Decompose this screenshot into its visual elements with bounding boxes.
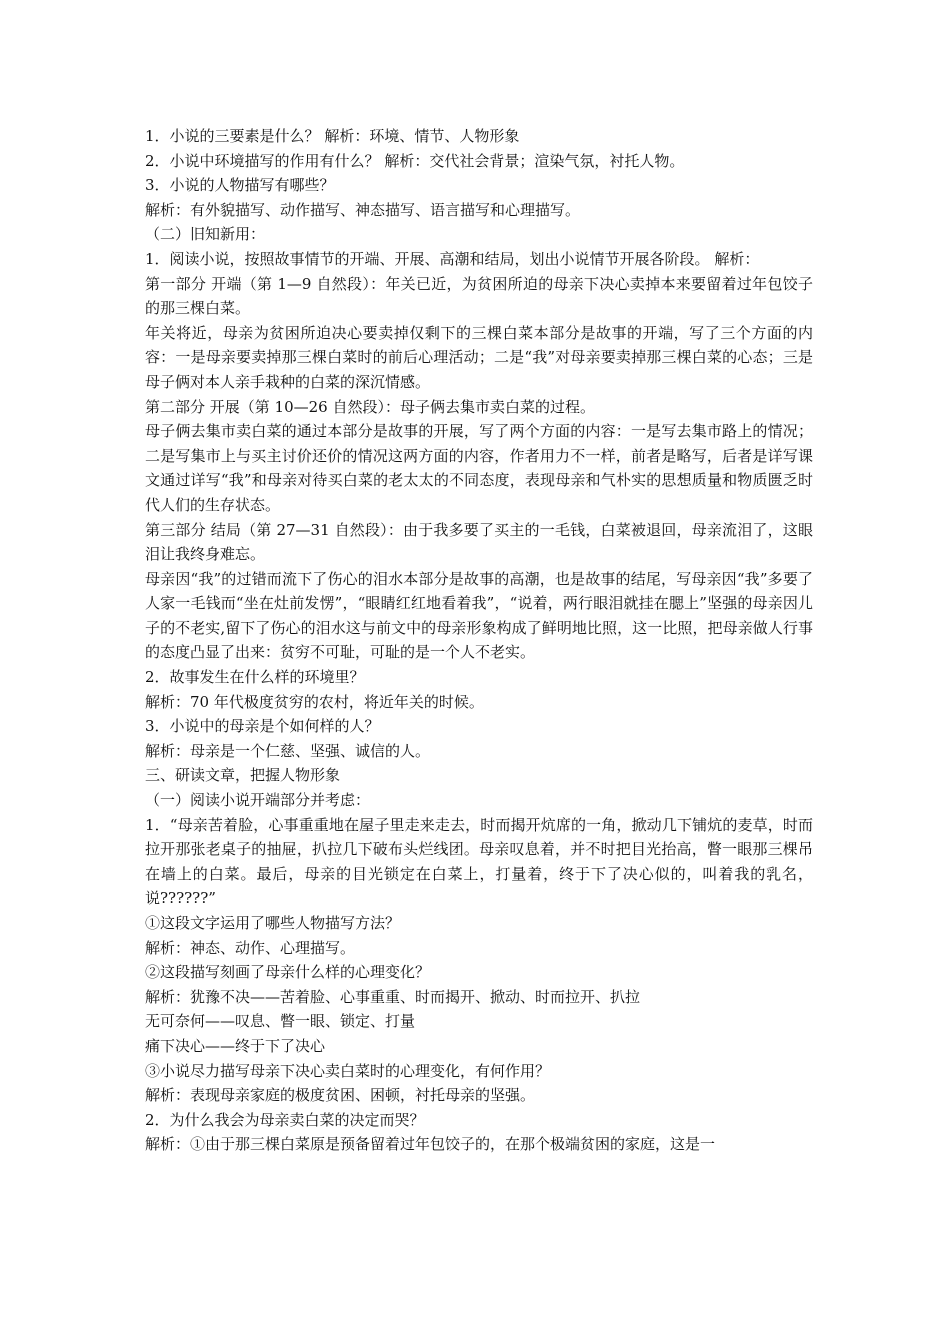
paragraph: 解析：表现母亲家庭的极度贫困、困顿，衬托母亲的坚强。: [145, 1086, 536, 1105]
paragraph: 第三部分 结局（第 27—31 自然段）：由于我多要了买主的一毛钱，白菜被退回，母亲流泪了，这眼泪让我终身难忘。: [145, 520, 813, 564]
paragraph: 第二部分 开展（第 10—26 自然段）：母子俩去集市卖白菜的过程。: [145, 397, 595, 416]
paragraph: ②这段描写刻画了母亲什么样的心理变化？: [145, 963, 431, 982]
paragraph: 2．为什么我会为母亲卖白菜的决定而哭？: [145, 1110, 425, 1129]
paragraph: 解析：70 年代极度贫穷的农村，将近年关的时候。: [145, 692, 484, 711]
paragraph: 三、研读文章，把握人物形象: [145, 766, 341, 785]
paragraph: 1．小说的三要素是什么？ 解析：环境、情节、人物形象: [145, 127, 520, 145]
paragraph: （一）阅读小说开端部分并考虑：: [145, 791, 371, 810]
paragraph: 1．阅读小说，按照故事情节的开端、开展、高潮和结局，划出小说情节开展各阶段。 解析：: [145, 249, 760, 268]
paragraph: 解析：有外貌描写、动作描写、神态描写、语言描写和心理描写。: [145, 200, 581, 219]
paragraph: 母亲因“我”的过错而流下了伤心的泪水本部分是故事的高潮，也是故事的结尾，写母亲因“我”多要了人家一毛钱而“坐在灶前发愣”，“眼睛红红地看着我”，“说着，两行眼泪就挂在腮上”坚强的母亲因儿子的不老实,留下了伤心的泪水这与前文中的母亲形象构成了鲜明地比照，这一比照，把母亲做人行事的态度凸显了出来：贫穷不可耻，可耻的是一个人不老实。: [145, 569, 813, 662]
paragraph: 无可奈何——叹息、瞥一眼、锁定、打量: [145, 1012, 416, 1031]
paragraph: ①这段文字运用了哪些人物描写方法？: [145, 914, 401, 932]
paragraph: 第一部分 开端（第 1—9 自然段）：年关已近，为贫困所迫的母亲下决心卖掉本来要留着过年包饺子的那三棵白菜。: [145, 274, 813, 318]
paragraph: ③小说尽力描写母亲下决心卖白菜时的心理变化，有何作用？: [145, 1061, 551, 1080]
paragraph: 解析：①由于那三棵白菜原是预备留着过年包饺子的，在那个极端贫困的家庭，这是一: [145, 1135, 716, 1154]
paragraph: 1．“母亲苦着脸，心事重重地在屋子里走来走去，时而揭开炕席的一角，掀动几下铺炕的麦草，时而拉开那张老桌子的抽屉，扒拉几下破布头烂线团。母亲叹息着，并不时把目光抬高，瞥一眼那三棵吊在墙上的白菜。最后，母亲的目光锁定在白菜上，打量着，终于下了决心似的，叫着我的乳名，说??????”: [145, 815, 813, 908]
paragraph: 解析：犹豫不决——苦着脸、心事重重、时而揭开、掀动、时而拉开、扒拉: [145, 987, 641, 1006]
paragraph: 年关将近，母亲为贫困所迫决心要卖掉仅剩下的三棵白菜本部分是故事的开端，写了三个方面的内容：一是母亲要卖掉那三棵白菜时的前后心理活动；二是“我”对母亲要卖掉那三棵白菜的心态；三是母子俩对本人亲手栽种的白菜的深沉情感。: [145, 323, 813, 391]
paragraph: 痛下决心——终于下了决心: [145, 1036, 326, 1055]
paragraph: （二）旧知新用：: [145, 225, 266, 244]
document-body: [145, 124, 813, 1157]
paragraph: 3．小说的人物描写有哪些？: [145, 176, 335, 195]
paragraph: 解析：母亲是一个仁慈、坚强、诚信的人。: [145, 741, 431, 760]
paragraph: 母子俩去集市卖白菜的通过本部分是故事的开展，写了两个方面的内容：一是写去集市路上的情况；二是写集市上与买主讨价还价的情况这两方面的内容，作者用力不一样，前者是略写，后者是详写课文通过详写“我”和母亲对待买白菜的老太太的不同态度，表现母亲和气朴实的思想质量和物质匮乏时代人们的生存状态。: [145, 422, 813, 514]
paragraph: 2．小说中环境描写的作用有什么？ 解析：交代社会背景；渲染气氛，衬托人物。: [145, 151, 685, 170]
paragraph: 2．故事发生在什么样的环境里？: [145, 668, 365, 687]
paragraph: 解析：神态、动作、心理描写。: [145, 938, 356, 957]
paragraph: 3．小说中的母亲是个如何样的人？: [145, 717, 380, 736]
